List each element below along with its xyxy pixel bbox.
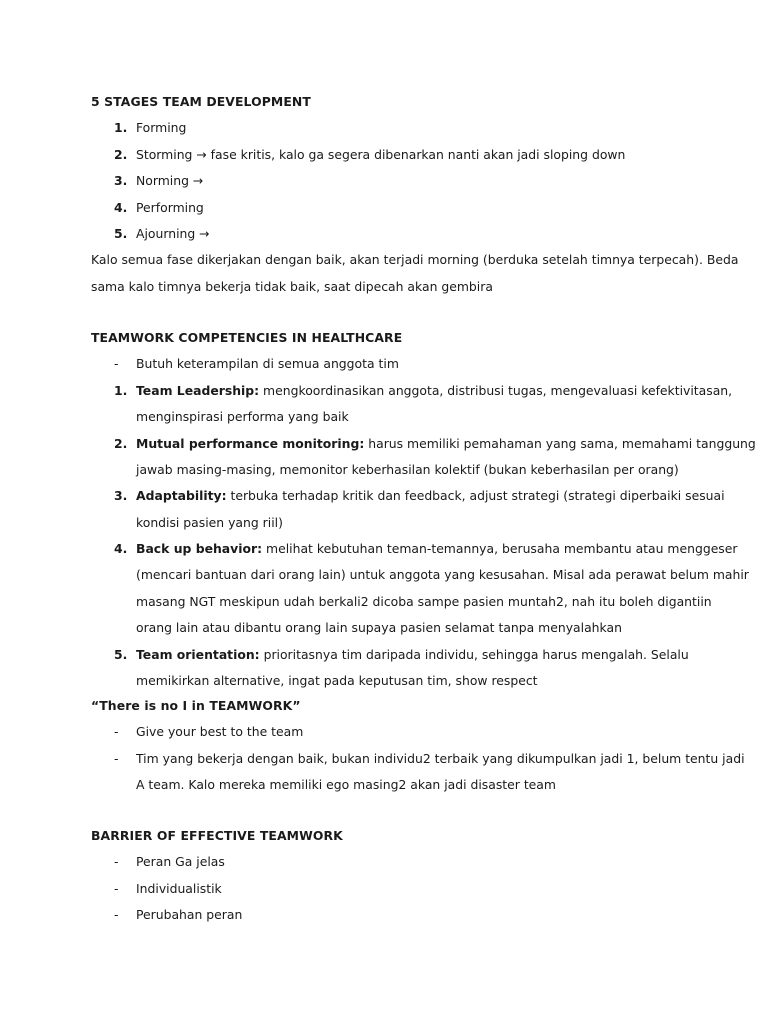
list-item-label: Adaptability: [136,488,227,503]
list-dash: - [114,724,119,739]
section-heading-teamwork-competencies: TEAMWORK COMPETENCIES IN HEALTHCARE [91,330,403,345]
list-item-text: Performing [136,200,204,215]
list-item-text [136,647,689,662]
list-item-text: Norming → [136,173,204,188]
list-item-text [136,383,732,398]
list-number: 3. [114,488,128,503]
list-dash: - [114,881,119,896]
list-item-continuation: menginspirasi performa yang baik [136,409,349,424]
section-heading-no-i-in-teamwork: “There is no I in TEAMWORK” [91,698,301,713]
list-item-text: Tim yang bekerja dengan baik, bukan individu2 terbaik yang dikumpulkan jadi 1, belum tentu jadi [136,751,745,766]
section-heading-team-development: 5 STAGES TEAM DEVELOPMENT [91,94,311,109]
list-dash: - [114,907,119,922]
list-item-continuation: A team. Kalo mereka memiliki ego masing2 akan jadi disaster team [136,777,556,792]
list-item-text: Butuh keterampilan di semua anggota tim [136,356,399,371]
list-number: 1. [114,383,128,398]
list-item-text: Perubahan peran [136,907,243,922]
list-item-text: Peran Ga jelas [136,854,225,869]
list-item-continuation: (mencari bantuan dari orang lain) untuk anggota yang kesusahan. Misal ada perawat belum mahir [136,567,749,582]
list-item-continuation: orang lain atau dibantu orang lain supaya pasien selamat tanpa menyalahkan [136,620,622,635]
list-item-text: Forming [136,120,187,135]
paragraph-line: Kalo semua fase dikerjakan dengan baik, akan terjadi morning (berduka setelah timnya terpecah). Beda [91,252,739,267]
list-item-text [136,488,725,503]
list-item-continuation: memikirkan alternative, ingat pada keputusan tim, show respect [136,673,538,688]
list-item-description: mengkoordinasikan anggota, distribusi tugas, mengevaluasi kefektivitasan, [259,383,733,398]
list-item-text: Storming → fase kritis, kalo ga segera dibenarkan nanti akan jadi sloping down [136,147,626,162]
list-item-text [136,436,756,451]
list-dash: - [114,751,119,766]
list-item-continuation: jawab masing-masing, memonitor keberhasilan kolektif (bukan keberhasilan per orang) [136,462,679,477]
list-number: 5. [114,226,128,241]
section-heading-barrier-teamwork: BARRIER OF EFFECTIVE TEAMWORK [91,828,343,843]
list-item-label: Back up behavior: [136,541,263,556]
paragraph-line: sama kalo timnya bekerja tidak baik, saat dipecah akan gembira [91,279,493,294]
list-number: 4. [114,200,128,215]
list-number: 1. [114,120,128,135]
list-number: 3. [114,173,128,188]
list-number: 5. [114,647,128,662]
list-item-text [136,541,737,556]
list-item-label: Mutual performance monitoring: [136,436,365,451]
list-item-label: Team orientation: [136,647,260,662]
list-number: 4. [114,541,128,556]
list-number: 2. [114,436,128,451]
list-item-continuation: masang NGT meskipun udah berkali2 dicoba sampe pasien muntah2, nah itu boleh digantiin [136,594,712,609]
list-item-description: prioritasnya tim daripada individu, sehingga harus mengalah. Selalu [259,647,689,662]
list-item-description: harus memiliki pemahaman yang sama, memahami tanggung [364,436,756,451]
list-number: 2. [114,147,128,162]
list-item-text: Ajourning → [136,226,210,241]
list-item-description: melihat kebutuhan teman-temannya, berusaha membantu atau menggeser [262,541,738,556]
list-dash: - [114,854,119,869]
list-item-text: Individualistik [136,881,222,896]
list-item-continuation: kondisi pasien yang riil) [136,515,283,530]
list-item-label: Team Leadership: [136,383,260,398]
list-dash: - [114,356,119,371]
list-item-description: terbuka terhadap kritik dan feedback, adjust strategi (strategi diperbaiki sesuai [226,488,725,503]
list-item-text: Give your best to the team [136,724,304,739]
